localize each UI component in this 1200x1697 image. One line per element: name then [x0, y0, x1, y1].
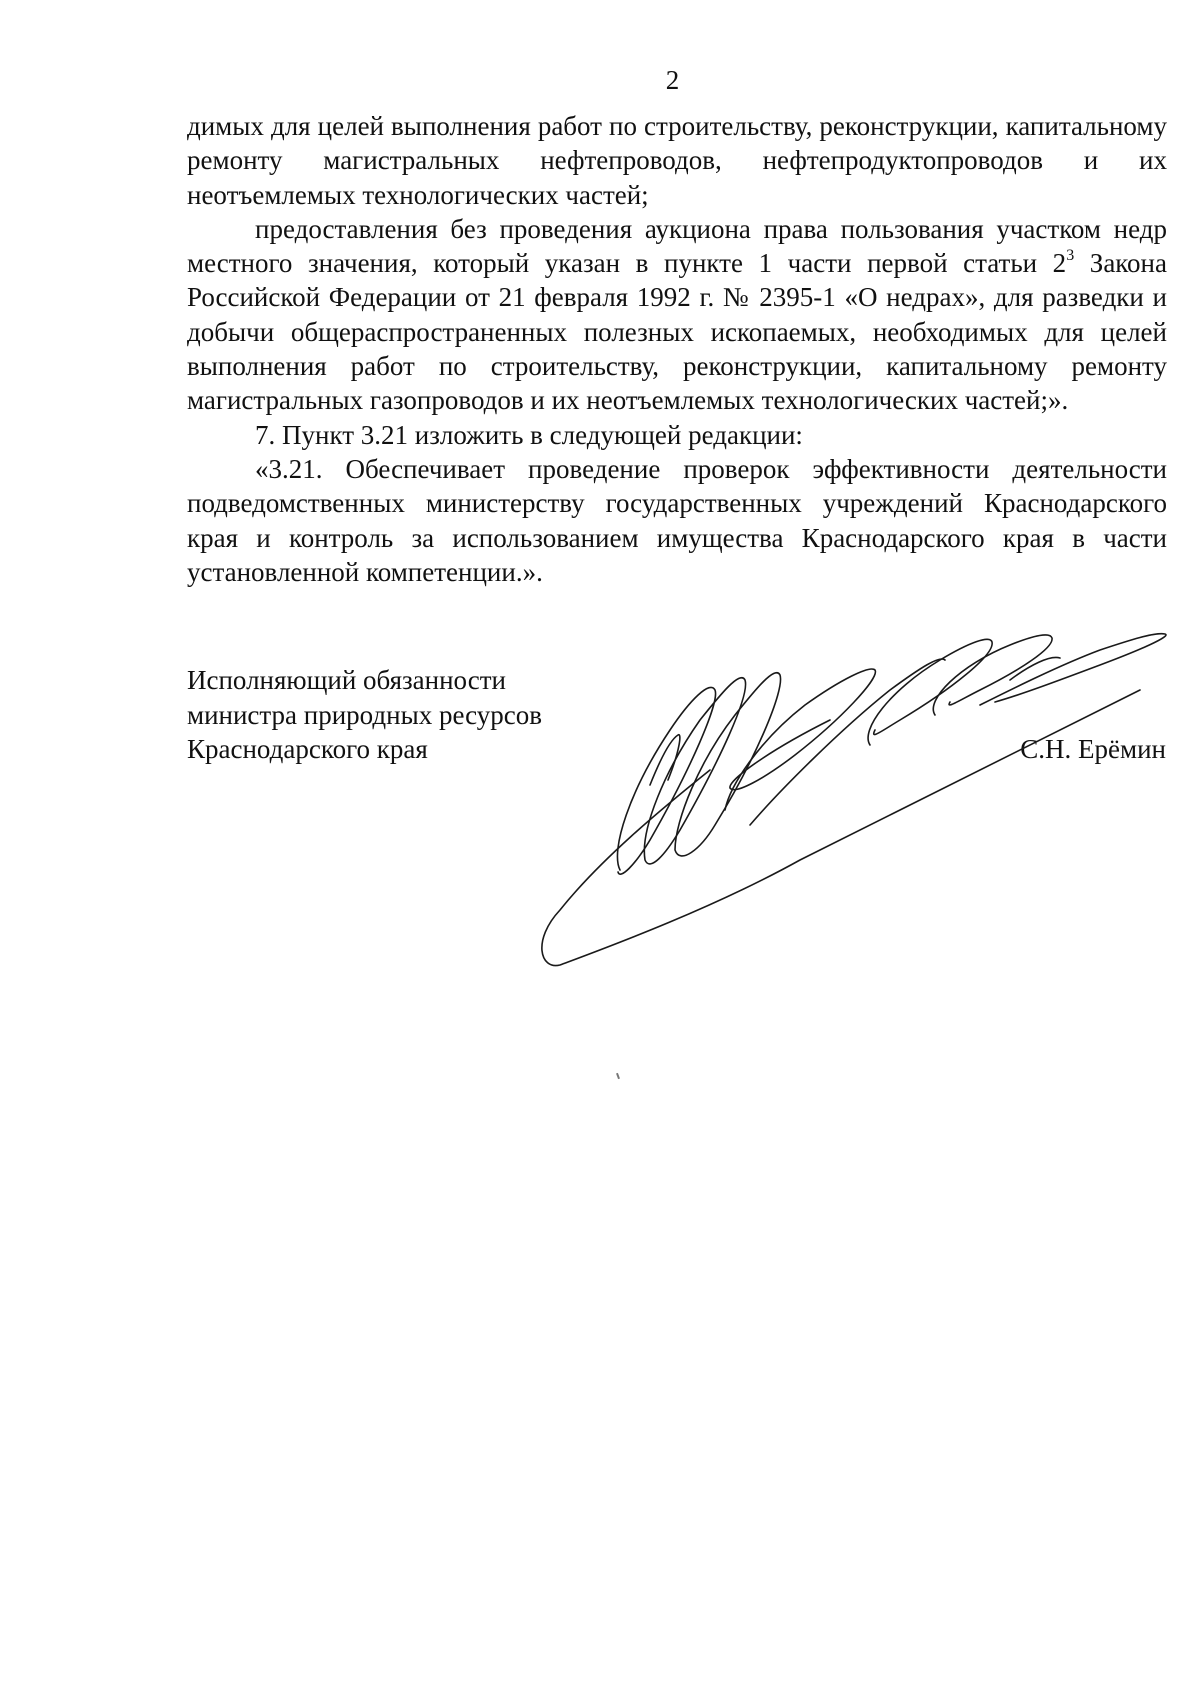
paragraph-1: димых для целей выполнения работ по строительству, реконструкции, капитальному ремонту магистральных нефтепроводов, нефтепродуктопроводов и их неотъемлемых технологических частей; — [187, 111, 1167, 210]
signatory-name: С.Н. Ерёмин — [1020, 734, 1166, 764]
handwritten-signature — [540, 610, 1180, 980]
signatory-title — [187, 663, 542, 767]
document-body — [187, 109, 1167, 589]
paragraph-4: «3.21. Обеспечивает проведение проверок эффективности деятельности подведомственных министерству государственных учреждений Краснодарского края и контроль за использованием имущества Краснодарского края в части установленной компетенции.». — [187, 453, 1167, 587]
signatory-title-line-2: министра природных ресурсов — [187, 699, 542, 730]
paragraph-3: 7. Пункт 3.21 изложить в следующей редакции: — [255, 419, 803, 450]
paragraph-2-text-start: предоставления без проведения аукциона права пользования участком недр местного значения, который указан в пункте 1 части первой статьи 2 — [187, 213, 1167, 279]
signatory-title-line-1: Исполняющий обязанности — [187, 665, 506, 695]
paragraph-2-text-end: Закона Российской Федерации от 21 февраля 1992 г. № 2395-1 «О недрах», для разведки и добычи общераспространенных полезных ископаемых, необходимых для целей выполнения работ по строительству, реконструкции, капитальному ремонту магистральных газопроводов и их неотъемлемых технологических частей;». — [187, 248, 1167, 416]
scan-artifact — [616, 1073, 620, 1079]
signatory-title-line-3: Краснодарского края — [187, 734, 428, 764]
page-number: 2 — [665, 65, 680, 95]
paragraph-2 — [187, 212, 1167, 418]
superscript: 3 — [1066, 247, 1075, 265]
